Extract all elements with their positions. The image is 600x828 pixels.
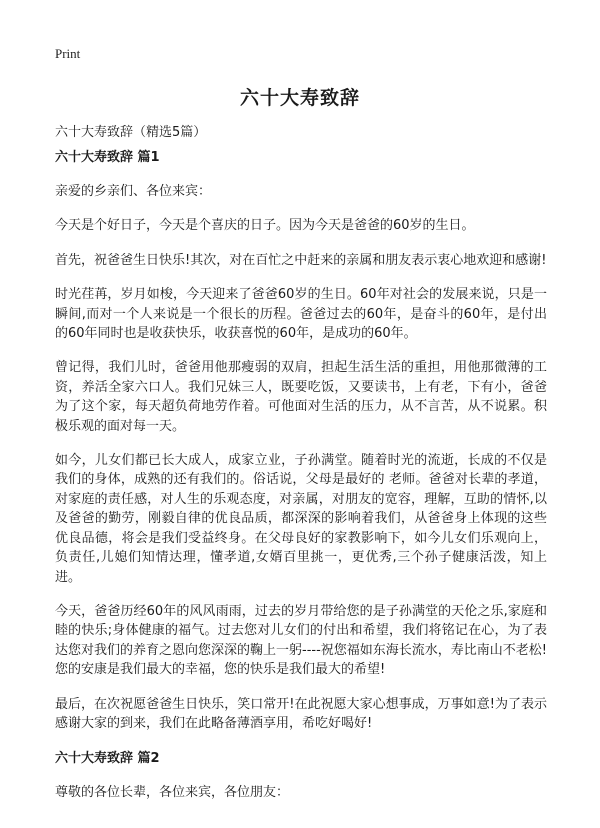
- paragraph: 今天，爸爸历经60年的风风雨雨，过去的岁月带给您的是子孙满堂的天伦之乐,家庭和睦的快乐;身体健康的福气。过去您对儿女们的付出和希望，我们将铭记在心，为了表达您对我们的养育之恩向您深深的鞠上一躬----祝您福如东海长流水，寿比南山不老松!您的安康是我们最大的幸福，您的快乐是我们最大的希望!: [55, 603, 547, 678]
- print-label[interactable]: Print: [55, 46, 81, 61]
- paragraph: 首先，祝爸爸生日快乐!其次，对在百忙之中赶来的亲属和朋友表示衷心地欢迎和感谢!: [55, 252, 547, 268]
- document-body: [55, 147, 547, 818]
- paragraph: 如今，儿女们都已长大成人，成家立业，子孙满堂。随着时光的流逝，长成的不仅是我们的身体，成熟的还有我们的。俗话说，父母是最好的 老师。爸爸对长辈的孝道，对家庭的责任感，对人生的乐观态度，对亲属，对朋友的宽容，理解，互助的情怀,以及爸爸的勤劳，刚毅自律的优良品质，都深深的影响着我们，从爸爸身上体现的这些优良品德，将会是我们受益终身。在父母良好的家教影响下，如今儿女们乐观向上，负责任,儿媳们知情达理，懂孝道,女婿百里挑一，更优秀,三个孙子健康活泼，知上进。: [55, 453, 547, 585]
- section-heading-1: 六十大寿致辞 篇1: [55, 150, 160, 165]
- document-subtitle: 六十大寿致辞（精选5篇）: [55, 125, 207, 140]
- page-title: 六十大寿致辞: [239, 87, 360, 109]
- paragraph: 尊敬的各位长辈，各位来宾，各位朋友：: [55, 785, 290, 801]
- paragraph: 曾记得，我们儿时，爸爸用他那瘦弱的双肩，担起生活生活的重担，用他那微薄的工资，养活全家六口人。我们兄妹三人，既要吃饭，又要读书，上有老，下有小，爸爸为了这个家，每天超负荷地劳作着。可他面对生活的压力，从不言苦，从不说累。积极乐观的面对每一天。: [55, 360, 547, 434]
- section-heading-2: 六十大寿致辞 篇2: [55, 751, 160, 767]
- paragraph: 最后，在次祝愿爸爸生日快乐，笑口常开!在此祝愿大家心想事成，万事如意!为了表示感谢大家的到来，我们在此略备薄酒享用，希吃好喝好!: [55, 696, 547, 731]
- paragraph: 今天是个好日子，今天是个喜庆的日子。因为今天是爸爸的60岁的生日。: [55, 218, 475, 234]
- paragraph: 时光荏苒，岁月如梭，今天迎来了爸爸60岁的生日。60年对社会的发展来说，只是一瞬间,而对一个人来说是一个很长的历程。爸爸过去的60年，是奋斗的60年，是付出的60年同时也是收获快乐，收获喜悦的60年，是成功的60年。: [55, 287, 547, 342]
- paragraph: 亲爱的乡亲们、各位来宾：: [55, 184, 212, 199]
